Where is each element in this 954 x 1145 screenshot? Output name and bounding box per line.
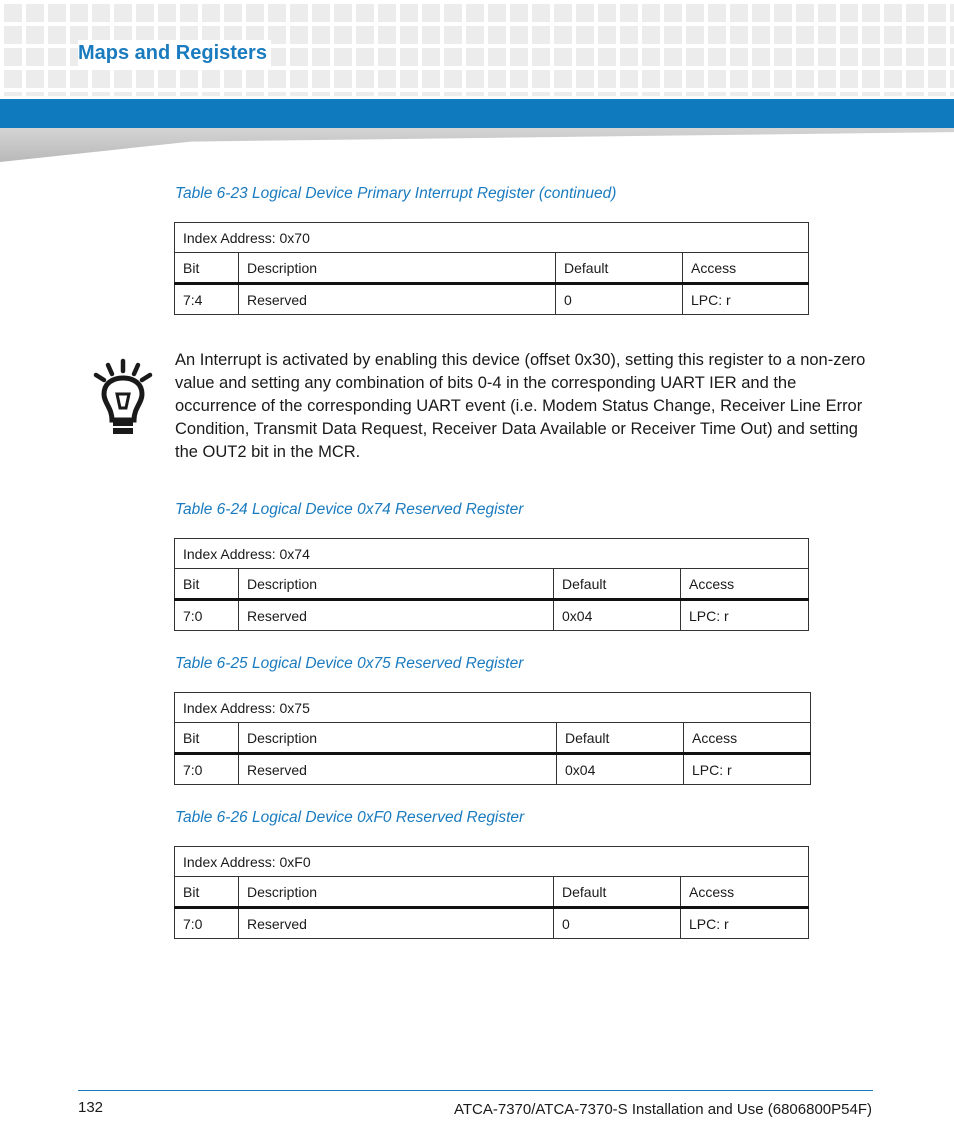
cell-description: Reserved <box>239 908 554 939</box>
column-header: Access <box>681 877 809 908</box>
register-table <box>174 538 809 631</box>
register-table <box>174 692 811 785</box>
page-number: 132 <box>78 1099 104 1116</box>
register-table <box>174 222 809 315</box>
note-text: An Interrupt is activated by enabling this device (offset 0x30), setting this register to a non-zero value and setting any combination of bits 0-4 in the corresponding UART IER and the occurrence of the corresponding UART event (i.e. Modem Status Change, Receiver Line Error Condition, Transmit Data Request, Receiver Data Available or Receiver Time Out) and setting the OUT2 bit in the MCR. <box>175 351 866 461</box>
section-title: Maps and Registers <box>78 40 271 67</box>
cell-bit: 7:0 <box>175 908 239 939</box>
table-row <box>175 908 809 939</box>
column-header: Default <box>554 877 681 908</box>
cell-access: LPC: r <box>681 600 809 631</box>
column-header: Access <box>683 253 809 284</box>
index-address: Index Address: 0x75 <box>175 693 811 723</box>
cell-bit: 7:0 <box>175 754 239 785</box>
column-header: Default <box>554 569 681 600</box>
lightbulb-icon <box>92 358 154 440</box>
cell-access: LPC: r <box>683 284 809 315</box>
cell-access: LPC: r <box>681 908 809 939</box>
table-caption: Table 6-23 Logical Device Primary Interrupt Register (continued) <box>175 185 617 202</box>
table-caption: Table 6-26 Logical Device 0xF0 Reserved Register <box>175 809 525 826</box>
document-title: ATCA-7370/ATCA-7370-S Installation and Use (6806800P54F) <box>453 1101 872 1118</box>
footer-rule <box>78 1090 873 1091</box>
table-row <box>175 284 809 315</box>
column-header: Default <box>557 723 684 754</box>
column-header: Access <box>684 723 811 754</box>
cell-default: 0x04 <box>554 600 681 631</box>
column-header: Bit <box>175 253 239 284</box>
cell-bit: 7:4 <box>175 284 239 315</box>
header-swoosh <box>0 128 954 162</box>
table-caption: Table 6-25 Logical Device 0x75 Reserved Register <box>175 655 524 672</box>
cell-bit: 7:0 <box>175 600 239 631</box>
column-header: Access <box>681 569 809 600</box>
cell-default: 0 <box>556 284 683 315</box>
cell-description: Reserved <box>239 754 557 785</box>
column-header: Bit <box>175 877 239 908</box>
table-row <box>175 754 811 785</box>
cell-description: Reserved <box>239 284 556 315</box>
cell-default: 0x04 <box>557 754 684 785</box>
header-band <box>0 99 954 128</box>
column-header: Description <box>239 253 556 284</box>
index-address: Index Address: 0xF0 <box>175 847 809 877</box>
column-header: Default <box>556 253 683 284</box>
cell-default: 0 <box>554 908 681 939</box>
column-header: Description <box>239 569 554 600</box>
index-address: Index Address: 0x70 <box>175 223 809 253</box>
table-row <box>175 600 809 631</box>
index-address: Index Address: 0x74 <box>175 539 809 569</box>
cell-description: Reserved <box>239 600 554 631</box>
register-table <box>174 846 809 939</box>
cell-access: LPC: r <box>684 754 811 785</box>
column-header: Bit <box>175 569 239 600</box>
column-header: Description <box>239 723 557 754</box>
table-caption: Table 6-24 Logical Device 0x74 Reserved Register <box>175 501 524 518</box>
column-header: Bit <box>175 723 239 754</box>
column-header: Description <box>239 877 554 908</box>
